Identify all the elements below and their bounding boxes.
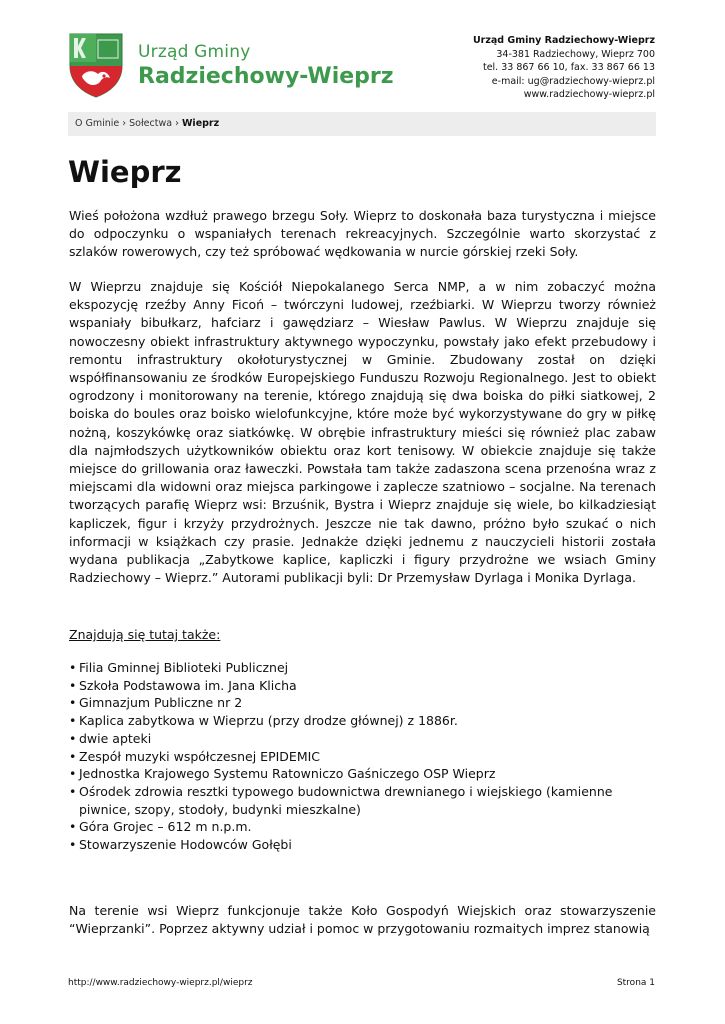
contact-email[interactable]: e-mail: ug@radziechowy-wieprz.pl [491, 75, 655, 87]
contact-name: Urząd Gminy Radziechowy-Wieprz [472, 35, 655, 46]
breadcrumb-separator: › [122, 118, 127, 129]
contact-address: 34-381 Radziechowy, Wieprz 700 [496, 48, 655, 60]
breadcrumb-item-solectwa[interactable]: Sołectwa [129, 118, 173, 129]
closing-paragraph: Na terenie wsi Wieprz funkcjonuje także Koło Gospodyń Wiejskich oraz stowarzyszenie “Wieprzanki”. Poprzez aktywny udział i pomoc w przygotowaniu rozmaitych imprez stanowią [69, 903, 656, 937]
list-item: • Zespół muzyki współczesnej EPIDEMIC [69, 748, 656, 766]
list-item: • dwie apteki [69, 730, 656, 748]
description-paragraph: W Wieprzu znajduje się Kościół Niepokalanego Serca NMP, a w nim zobaczyć można ekspozycję rzeźby Anny Ficoń – twórczyni ludowej, rzeźbiarki. W Wieprzu tworzy również wspaniały bibułkarz, hafciarz i gawędziarz – Wiesław Pawlus. W Wieprzu znajduje się nowoczesny obiekt infrastruktury aktywnego wypoczynku, powstały jako efekt przebudowy i remontu infrastruktury okołoturystycznej w Gminie. Zbudowany został on dzięki współfinansowaniu ze środków Europejskiego Funduszu Rozwoju Regionalnego. Jest to obiekt ogrodzony i monitorowany na terenie, którego znajdują się dwa boiska do piłki siatkowej, 2 boiska do boules oraz boisko wielofunkcyjne, które może być wykorzystywane do gry w piłkę nożną, koszykówkę oraz siatkówkę. W obrębie infrastruktury mieści się również plac zabaw dla najmłodszych użytkowników obiektu oraz kort tenisowy. W obiekcie znajduje się także miejsce do grillowania oraz ławeczki. Powstała tam także zadaszona scena przenośna wraz z miejscami dla widowni oraz miejsca parkingowe i zaplecze szatniowo – socjalne. Na terenach tworzących parafię Wieprz wsi: Brzuśnik, Bystra i Wieprz znajduje się wiele, bo kilkadziesiąt kapliczek, figur i krzyży przydrożnych. Jeszcze nie tak dawno, próżno było szukać o nich informacji w książkach czy prasie. Jednakże dzięki jednemu z nauczycieli historii została wydana publikacja „Zabytkowe kaplice, kapliczki i figury przydrożne we wsiach Gminy Radziechowy – Wieprz.” Autorami publikacji byli: Dr Przemysław Dyrlaga i Monika Dyrlaga. [69, 279, 656, 586]
also-heading [69, 627, 220, 642]
logo-line-1: Urząd Gminy [138, 42, 251, 62]
contact-website[interactable]: www.radziechowy-wieprz.pl [523, 89, 655, 100]
footer-page-number: Strona 1 [616, 978, 655, 988]
site-logo[interactable] [68, 32, 394, 100]
page-title: Wieprz [68, 155, 182, 189]
contact-phone: tel. 33 867 66 10, fax. 33 867 66 13 [482, 62, 655, 73]
breadcrumb-separator: › [175, 118, 179, 129]
breadcrumb [68, 112, 656, 136]
crest-icon [68, 32, 124, 98]
list-item: • Jednostka Krajowego Systemu Ratowniczo Gaśniczego OSP Wieprz [69, 765, 656, 783]
footer-url[interactable]: http://www.radziechowy-wieprz.pl/wieprz [68, 978, 253, 988]
list-item: • Szkoła Podstawowa im. Jana Klicha [69, 677, 656, 695]
also-heading-text: Znajdują się tutaj także [69, 627, 217, 642]
list-item: • Filia Gminnej Biblioteki Publicznej [69, 659, 656, 677]
list-item: • Gimnazjum Publiczne nr 2 [69, 694, 656, 712]
contact-block [473, 34, 655, 102]
list-item: • Stowarzyszenie Hodowców Gołębi [69, 836, 656, 854]
intro-paragraph: Wieś położona wzdłuż prawego brzegu Soły. Wieprz to doskonała baza turystyczna i miejsce do odpoczynku o wspaniałych terenach rekreacyjnych. Szczególnie warto skorzystać z szlaków rowerowych, czy też spróbować wędkowania w nurcie górskiej rzeki Soły. [69, 208, 656, 260]
list-item: • Góra Grojec – 612 m n.p.m. [69, 818, 656, 836]
list-item: • Kaplica zabytkowa w Wieprzu (przy drodze głównej) z 1886r. [69, 712, 656, 730]
logo-line-2: Radziechowy-Wieprz [138, 64, 394, 89]
breadcrumb-current: Wieprz [181, 118, 220, 129]
facilities-list [69, 659, 656, 854]
list-item: • Ośrodek zdrowia resztki typowego budownictwa drewnianego i wiejskiego (kamienne piwnice, szopy, stodoły, budynki mieszkalne) [69, 783, 656, 818]
also-heading-colon: : [216, 627, 221, 642]
breadcrumb-item-o-gminie[interactable]: O Gminie [75, 118, 120, 129]
